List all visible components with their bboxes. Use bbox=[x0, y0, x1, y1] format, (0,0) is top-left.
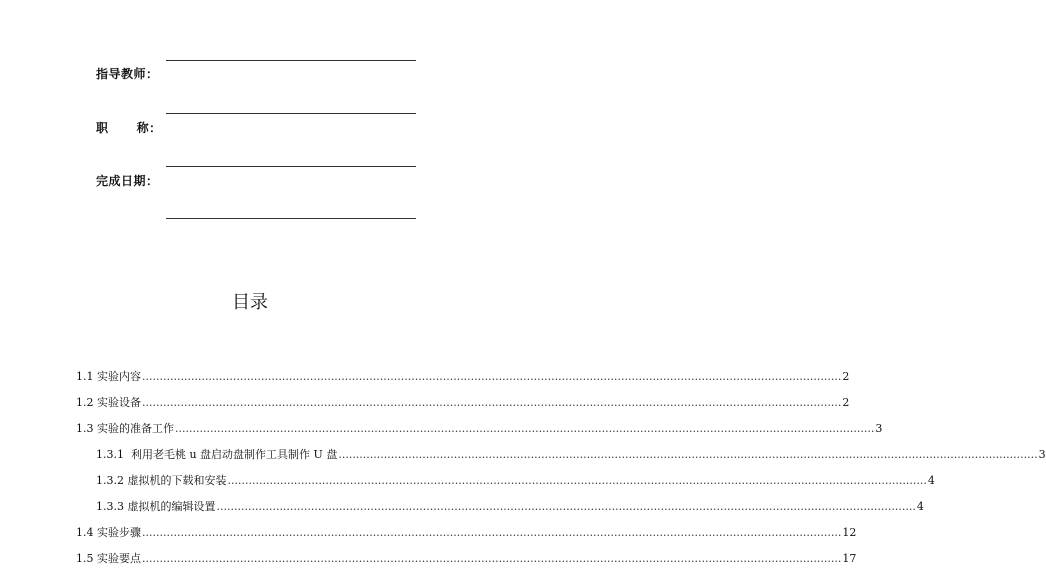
toc-dot-leader: ........................................................................................................................................................................................................ bbox=[216, 500, 916, 513]
table-of-contents bbox=[76, 366, 1046, 574]
toc-entry[interactable] bbox=[76, 496, 924, 522]
toc-entry-text: 1.3 实验的准备工作 bbox=[76, 422, 174, 435]
advisor-label: 指导教师： bbox=[96, 67, 159, 81]
toc-dot-leader: ........................................................................................................................................................................................................ bbox=[142, 552, 842, 565]
toc-page-number: 2 bbox=[842, 370, 850, 383]
toc-entry-text: 1.5 实验要点 bbox=[76, 552, 141, 565]
toc-page-number: 12 bbox=[842, 526, 857, 539]
title-label: 职 称： bbox=[96, 121, 162, 135]
advisor-field bbox=[96, 38, 416, 81]
toc-entry[interactable] bbox=[76, 522, 857, 548]
toc-entry[interactable] bbox=[76, 470, 935, 496]
toc-entry-text: 1.3.2 虚拟机的下载和安装 bbox=[96, 474, 227, 487]
toc-page-number: 17 bbox=[842, 552, 857, 565]
toc-dot-leader: ........................................................................................................................................................................................................ bbox=[227, 474, 927, 487]
toc-entry-text: 1.3.1 利用老毛桃 u 盘启动盘制作工具制作 U 盘 bbox=[96, 448, 338, 461]
toc-entry-text: 1.1 实验内容 bbox=[76, 370, 141, 383]
toc-page-number: 3 bbox=[875, 422, 883, 435]
toc-page-number: 4 bbox=[927, 474, 935, 487]
toc-title: 目录 bbox=[232, 292, 268, 313]
toc-entry[interactable] bbox=[76, 548, 857, 574]
toc-entry-text: 1.3.3 虚拟机的编辑设置 bbox=[96, 500, 216, 513]
completion-date-blank-line bbox=[166, 166, 416, 167]
title-field bbox=[96, 90, 416, 135]
toc-dot-leader: ........................................................................................................................................................................................................ bbox=[142, 526, 842, 539]
toc-page-number: 4 bbox=[916, 500, 924, 513]
title-blank-line bbox=[166, 113, 416, 114]
advisor-blank-line bbox=[166, 60, 416, 61]
completion-date-label: 完成日期： bbox=[96, 174, 159, 188]
toc-dot-leader: ........................................................................................................................................................................................................ bbox=[142, 396, 842, 409]
toc-dot-leader: ........................................................................................................................................................................................................ bbox=[175, 422, 875, 435]
toc-entry[interactable] bbox=[76, 366, 850, 392]
toc-dot-leader: ........................................................................................................................................................................................................ bbox=[142, 370, 842, 383]
completion-date-field bbox=[96, 143, 416, 188]
toc-dot-leader: ........................................................................................................................................................................................................ bbox=[338, 448, 1038, 461]
toc-entry-text: 1.2 实验设备 bbox=[76, 396, 141, 409]
toc-entry-text: 1.4 实验步骤 bbox=[76, 526, 141, 539]
toc-entry[interactable] bbox=[76, 444, 1046, 470]
toc-entry[interactable] bbox=[76, 392, 850, 418]
toc-page-number: 3 bbox=[1038, 448, 1046, 461]
toc-entry[interactable] bbox=[76, 418, 883, 444]
toc-page-number: 2 bbox=[842, 396, 850, 409]
blank-line bbox=[166, 218, 416, 219]
